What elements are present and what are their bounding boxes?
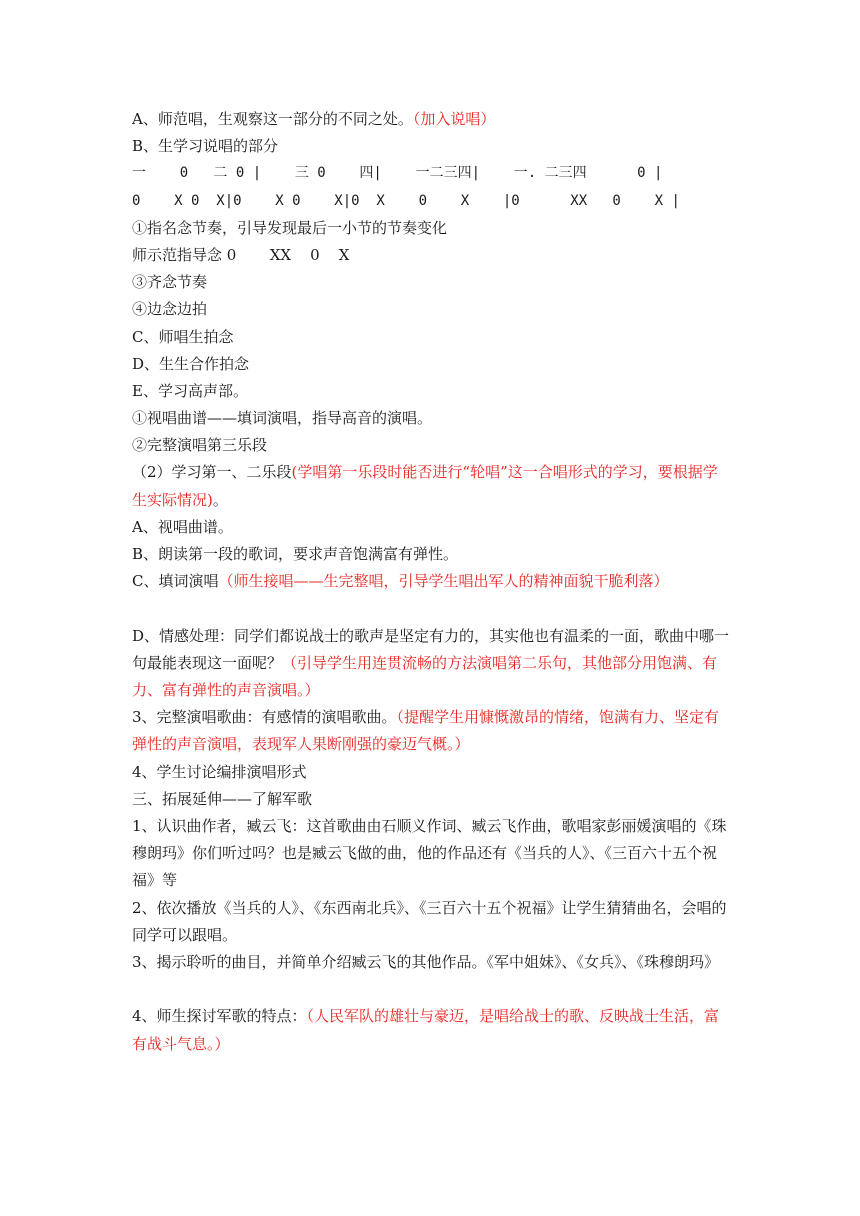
line-text: E、学习高声部。 (132, 381, 248, 400)
step-a (132, 106, 732, 133)
rhythm-line-1 (132, 160, 732, 187)
substep-3 (132, 269, 732, 296)
section-2 (132, 459, 732, 513)
substep-full-sing (132, 432, 732, 459)
substep-sight-sing (132, 405, 732, 432)
line-text: A、师范唱，生观察这一部分的不同之处。 (132, 110, 413, 128)
line-text: 师示范指导念 0 XX 0 X (132, 245, 350, 264)
extension-1 (132, 813, 732, 895)
step-b (132, 133, 732, 160)
teaching-note: (学唱第一乐段时能否进行“轮唱”这一合唱形式的学习，要根据学生实际情况) (132, 463, 718, 509)
line-text: B、生学习说唱的部分 (132, 137, 279, 156)
teaching-note: （师生接唱——生完整唱，引导学生唱出军人的精神面貌干脆利落） (218, 572, 669, 591)
teaching-note: （加入说唱） (412, 110, 496, 128)
line-text: C、填词演唱 (132, 572, 219, 591)
step-c-2 (132, 568, 732, 622)
step-a-2 (132, 514, 732, 541)
line-text: C、师唱生拍念 (132, 327, 234, 346)
line-text: ①指名念节奏，引导发现最后一小节的节奏变化 (132, 218, 448, 237)
line-tail: 。 (212, 490, 228, 509)
step-b-2 (132, 541, 732, 568)
extension-4 (132, 1003, 732, 1057)
line-text: 4、学生讨论编排演唱形式 (132, 762, 307, 781)
extension-3 (132, 949, 732, 1003)
teacher-demo (132, 242, 732, 269)
line-text: D、生生合作拍念 (132, 354, 250, 373)
section-3-heading (132, 786, 732, 813)
line-text: ①视唱曲谱——填词演唱，指导高音的演唱。 (132, 409, 433, 428)
step-4 (132, 759, 732, 786)
step-c (132, 324, 732, 351)
line-text: D、情感处理：同学们都说战士的歌声是坚定有力的，其实他也有温柔的一面，歌曲中哪一句最能表现这一面呢？ (132, 626, 730, 672)
line-text: 3、揭示聆听的曲目，并简单介绍臧云飞的其他作品。《军中姐妹》、《女兵》、《珠穆朗玛》 (132, 952, 720, 971)
line-text: ③齐念节奏 (132, 273, 208, 292)
step-d-2 (132, 623, 732, 705)
rhythm-notation: 一 0 二 0 | 三 0 四| 一二三四| 一. 二三四 0 | (132, 165, 663, 182)
teaching-note: （提醒学生用慷慨激昂的情绪，饱满有力、坚定有弹性的声音演唱，表现军人果断刚强的豪迈气概。） (132, 708, 720, 754)
step-3 (132, 704, 732, 758)
line-text: ④边念边拍 (132, 300, 208, 319)
document-body (132, 106, 732, 1058)
line-text: （2）学习第一、二乐段 (132, 463, 292, 482)
extension-2 (132, 895, 732, 949)
rhythm-line-2 (132, 188, 732, 215)
step-e (132, 378, 732, 405)
teaching-note: （人民军队的雄壮与豪迈，是唱给战士的歌、反映战士生活，富有战斗气息。） (132, 1007, 720, 1053)
line-text: ②完整演唱第三乐段 (132, 436, 268, 455)
line-text: 1、认识曲作者，臧云飞：这首歌曲由石顺义作词、臧云飞作曲，歌唱家彭丽媛演唱的《珠穆朗玛》你们听过吗？也是臧云飞做的曲，他的作品还有《当兵的人》、《三百六十五个祝福》等 (132, 816, 727, 890)
step-d (132, 351, 732, 378)
line-text: 4、师生探讨军歌的特点： (132, 1007, 307, 1026)
line-text: B、朗读第一段的歌词，要求声音饱满富有弹性。 (132, 545, 459, 564)
line-text: 2、依次播放《当兵的人》、《东西南北兵》、《三百六十五个祝福》让学生猜猜曲名，会唱的同学可以跟唱。 (132, 898, 727, 944)
line-text: 3、完整演唱歌曲：有感情的演唱歌曲。 (132, 708, 397, 727)
line-text: A、视唱曲谱。 (132, 517, 233, 536)
substep-4 (132, 296, 732, 323)
section-heading: 三、拓展延伸——了解军歌 (132, 789, 313, 808)
teaching-note: （引导学生用连贯流畅的方法演唱第二乐句，其他部分用饱满、有力、富有弹性的声音演唱。） (132, 653, 718, 699)
substep-1 (132, 215, 732, 242)
rhythm-notation: 0 X 0 X|0 X 0 X|0 X 0 X |0 XX 0 X | (132, 192, 680, 209)
